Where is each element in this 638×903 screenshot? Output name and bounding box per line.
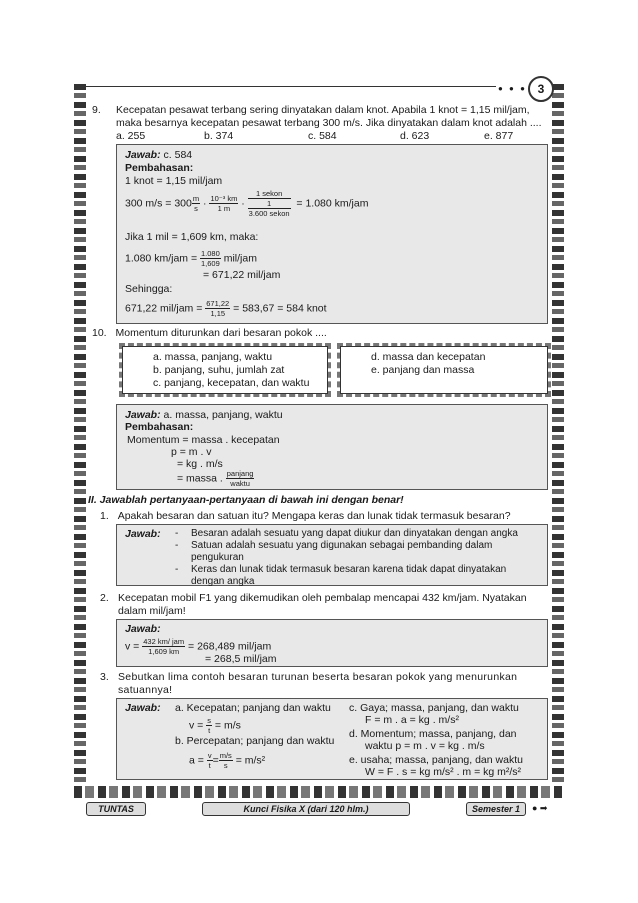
line-2: = 268,5 mil/jam [205, 653, 277, 665]
line-2: 300 m/s = 300 $\frac{m}{s}$ · $\frac{\text{10⁻³ km}}{1 m}$ · 1 sekon 1 3.600 sekon = 1.080 km/jam [125, 189, 369, 218]
item-d-title: d. Momentum; massa, panjang, dan [349, 728, 517, 740]
point-2: Satuan adalah sesuatu yang digunakan sebagai pembanding dalam pengukuran [191, 540, 493, 563]
answer-label: Jawab: [125, 702, 161, 714]
item-c-formula: F = m . a = kg . m/s² [365, 714, 459, 726]
line-1: 1 knot = 1,15 mil/jam [125, 175, 223, 187]
section-heading: II. Jawablah pertanyaan-pertanyaan di bawah ini dengan benar! [88, 494, 404, 506]
point-1: Besaran adalah sesuatu yang dapat diukur dan dinyatakan dengan angka [191, 528, 518, 539]
options-row [116, 130, 548, 143]
question-text: Kecepatan pesawat terbang sering dinyatakan dalam knot. Apabila 1 knot = 1,15 mil/jam, maka besarnya kecepatan pesawat terbang 300 m/s. Jika dinyatakan dalam knot adalah .... [116, 104, 542, 129]
answer-points: - Besaran adalah sesuatu yang dapat diukur dan dinyatakan dengan angka - Satuan adalah sesuatu yang digunakan sebagai pembanding dalam pengukuran - Keras dan lunak tidak termasuk besaran karena tidak dapat dinyatakan dengan angka [175, 528, 539, 588]
question-number: 9. [92, 104, 101, 116]
top-rule [86, 86, 496, 87]
decorative-border-left [74, 84, 86, 790]
answer-box-e1 [116, 524, 548, 586]
answer-box-e2 [116, 619, 548, 667]
line-3: = kg . m/s [177, 458, 223, 470]
item-e-formula: W = F . s = kg m/s² . m = kg m²/s² [365, 766, 522, 778]
option-a: a. 255 [116, 130, 146, 142]
footer [86, 802, 562, 818]
answer-value: a. massa, panjang, waktu [163, 409, 283, 421]
answer-label: Jawab: [125, 528, 161, 540]
answer-value: c. 584 [163, 149, 193, 161]
decorative-border-bottom [74, 786, 564, 798]
decorative-border-right [552, 84, 564, 790]
line-1: v = $\frac{\text{432 km/ jam}}{1,609 km}$ = 268,489 mil/jam [125, 637, 272, 656]
question-text: Kecepatan mobil F1 yang dikemudikan oleh pembalap mencapai 432 km/jam. Nyatakan dalam mil/jam! [118, 592, 527, 617]
line-2: p = m . v [171, 446, 212, 458]
options-box-right [340, 346, 548, 394]
question-number: 3. [100, 671, 109, 683]
line-3: Jika 1 mil = 1,609 km, maka: [125, 231, 259, 243]
answer-label: Jawab: [125, 409, 161, 421]
answer-label: Jawab: [125, 149, 161, 161]
footer-right-tag: Semester 1 [466, 802, 526, 816]
point-3: Keras dan lunak tidak termasuk besaran karena tidak dapat dinyatakan dengan angka [191, 564, 507, 587]
line-6: Sehingga: [125, 283, 173, 295]
answer-box-e3 [116, 698, 548, 780]
line-4: = massa . $\frac{\text{panjang}}{\text{waktu}}$ [177, 469, 254, 488]
footer-left-tag: TUNTAS [86, 802, 146, 816]
item-c-title: c. Gaya; massa, panjang, dan waktu [349, 702, 519, 714]
option-b: b. panjang, suhu, jumlah zat [153, 364, 285, 376]
question-10 [92, 327, 327, 340]
question-text: Apakah besaran dan satuan itu? Mengapa keras dan lunak tidak termasuk besaran? [117, 510, 511, 522]
answer-box-10 [116, 404, 548, 490]
option-d: d. 623 [400, 130, 430, 142]
line-4: 1.080 km/jam = $\frac{1.080}{1,609}$ mil/jam [125, 249, 257, 268]
item-a-formula: v = $\frac{s}{t}$ = m/s [189, 716, 241, 735]
item-b-title: b. Percepatan; panjang dan waktu [175, 735, 335, 747]
option-e: e. 877 [484, 130, 514, 142]
essay-2 [100, 592, 548, 618]
page-number: 3 [528, 76, 554, 102]
item-e-title: e. usaha; massa, panjang, dan waktu [349, 754, 523, 766]
question-number: 1. [100, 510, 109, 522]
question-number: 10. [92, 327, 107, 339]
dots-arrow-icon: ● ● ● [498, 84, 527, 93]
arrow-icon: ● ➡ [532, 803, 548, 813]
item-a-title: a. Kecepatan; panjang dan waktu [175, 702, 331, 714]
line-5: = 671,22 mil/jam [203, 269, 281, 281]
pembahasan-label: Pembahasan: [125, 162, 194, 174]
essay-3 [100, 671, 548, 697]
question-text: Momentum diturunkan dari besaran pokok .... [115, 327, 327, 339]
options-box-left [122, 346, 328, 394]
footer-center-tag: Kunci Fisika X (dari 120 hlm.) [202, 802, 410, 816]
item-d-formula: waktu p = m . v = kg . m/s [365, 740, 485, 752]
question-number: 2. [100, 592, 109, 604]
option-a: a. massa, panjang, waktu [153, 351, 273, 363]
line-1: Momentum = massa . kecepatan [127, 434, 280, 446]
question-text: Sebutkan lima contoh besaran turunan beserta besaran pokok yang menurunkan satuannya! [118, 671, 518, 696]
line-7: 671,22 mil/jam = $\frac{671,22}{1,15}$ = 583,67 = 584 knot [125, 299, 327, 318]
option-b: b. 374 [204, 130, 234, 142]
answer-box-9 [116, 144, 548, 324]
option-c: c. panjang, kecepatan, dan waktu [153, 377, 310, 389]
question-9 [92, 104, 548, 143]
answer-label: Jawab: [125, 623, 161, 635]
pembahasan-label: Pembahasan: [125, 421, 194, 433]
item-b-formula: a = $\frac{v}{t}$ = $\frac{m/s}{s}$ = m/s² [189, 751, 266, 770]
essay-1 [100, 510, 548, 523]
option-c: c. 584 [308, 130, 337, 142]
option-e: e. panjang dan massa [371, 364, 475, 376]
option-d: d. massa dan kecepatan [371, 351, 486, 363]
